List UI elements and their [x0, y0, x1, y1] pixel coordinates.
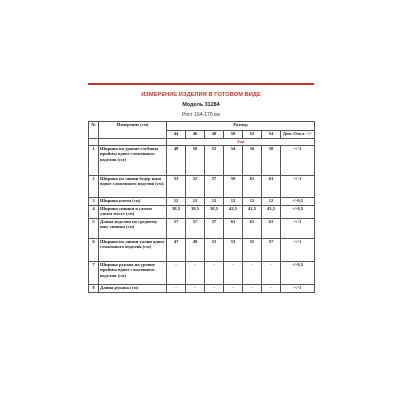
top-divider — [88, 83, 314, 85]
row-description: Ширина по линии бедер низа вдвое сложенного изделия (см) — [99, 176, 167, 198]
tolerance-value: +/-1 — [281, 239, 315, 262]
size-value: 12 — [167, 198, 186, 206]
size-value: 12 — [262, 198, 281, 206]
category-label: Топ — [167, 139, 315, 146]
size-value: 52 — [205, 146, 224, 176]
size-value: 49 — [186, 239, 205, 262]
header-tolerance: Доп. Откл. +/- — [281, 131, 315, 139]
tolerance-value: +/-1 — [281, 176, 315, 198]
row-number: 2 — [89, 176, 99, 198]
size-header: 54 — [262, 131, 281, 139]
size-value: 53 — [167, 176, 186, 198]
tolerance-value: +/-1 — [281, 146, 315, 176]
size-value: - — [205, 262, 224, 285]
table-row — [89, 239, 315, 262]
row-number: 4 — [89, 206, 99, 219]
size-value: 59 — [224, 176, 243, 198]
model-number: Модель 31284 — [182, 102, 220, 108]
table-row — [89, 198, 315, 206]
row-number: 5 — [89, 219, 99, 239]
table-row — [89, 206, 315, 219]
size-header: 48 — [205, 131, 224, 139]
size-value: 58 — [262, 146, 281, 176]
row-description: Ширина спинки в самом узком месте (см) — [99, 206, 167, 219]
size-value: - — [243, 285, 262, 293]
size-value: 43,5 — [224, 206, 243, 219]
size-value: - — [243, 262, 262, 285]
size-value: 63 — [262, 176, 281, 198]
row-description: Ширина рукава на уровне проймы вдвое сложенного изделия (см) — [99, 262, 167, 285]
tolerance-value: +/-0,5 — [281, 206, 315, 219]
size-value: 57 — [205, 176, 224, 198]
table-row — [89, 146, 315, 176]
size-value: - — [262, 285, 281, 293]
size-value: 12 — [186, 198, 205, 206]
row-description: Длина рукава (см) — [99, 285, 167, 293]
row-description: Длина изделия по среднему шву спинки (см) — [99, 219, 167, 239]
row-number: 8 — [89, 285, 99, 293]
size-value: - — [167, 285, 186, 293]
size-value: 55 — [186, 176, 205, 198]
table-row — [89, 285, 315, 293]
table-row — [89, 176, 315, 198]
size-value: 48 — [167, 146, 186, 176]
size-value: 51 — [205, 239, 224, 262]
size-value: 57 — [186, 219, 205, 239]
header-size: Размер — [167, 122, 315, 131]
size-value: 57 — [262, 239, 281, 262]
size-value: 12 — [205, 198, 224, 206]
measurements-table — [88, 121, 315, 293]
row-description: Ширина на уровне глубины проймы вдвое сложенного изделия (см) — [99, 146, 167, 176]
size-value: - — [224, 262, 243, 285]
size-header: 46 — [186, 131, 205, 139]
category-row — [89, 139, 315, 146]
size-value: 43,5 — [262, 206, 281, 219]
row-number: 3 — [89, 198, 99, 206]
size-value: 61 — [224, 219, 243, 239]
size-value: 12 — [224, 198, 243, 206]
tolerance-value: +/-1 — [281, 219, 315, 239]
header-number: № — [89, 122, 99, 139]
row-description: Ширина по линии талии вдвое сложенного изделия (см) — [99, 239, 167, 262]
size-value: 55 — [243, 239, 262, 262]
row-description: Ширина плеча (см) — [99, 198, 167, 206]
size-value: 56 — [243, 146, 262, 176]
size-header: 50 — [224, 131, 243, 139]
size-value: 47 — [167, 239, 186, 262]
size-header: 52 — [243, 131, 262, 139]
size-value: 57 — [205, 219, 224, 239]
header-measure: Измерение (см) — [99, 122, 167, 139]
size-value: 61 — [243, 219, 262, 239]
size-value: 43,5 — [243, 206, 262, 219]
size-value: 38,5 — [167, 206, 186, 219]
page-title: ИЗМЕРЕНИЕ ИЗДЕЛИЯ В ГОТОВОМ ВИДЕ — [141, 92, 261, 98]
size-value: 38,5 — [205, 206, 224, 219]
size-value: - — [186, 262, 205, 285]
size-value: 54 — [224, 146, 243, 176]
size-value: - — [205, 285, 224, 293]
size-value: 38,5 — [186, 206, 205, 219]
size-value: 53 — [224, 239, 243, 262]
size-value: 61 — [262, 219, 281, 239]
size-value: 50 — [186, 146, 205, 176]
tolerance-value: +/-0,5 — [281, 262, 315, 285]
row-number: 6 — [89, 239, 99, 262]
tolerance-value: +/-0,5 — [281, 198, 315, 206]
size-value: 61 — [243, 176, 262, 198]
tolerance-value: +/-1 — [281, 285, 315, 293]
row-number: 7 — [89, 262, 99, 285]
table-header-row — [89, 122, 315, 131]
size-header: 44 — [167, 131, 186, 139]
size-value: 57 — [167, 219, 186, 239]
size-value: - — [167, 262, 186, 285]
size-value: 12 — [243, 198, 262, 206]
size-value: - — [224, 285, 243, 293]
row-number: 1 — [89, 146, 99, 176]
size-value: - — [186, 285, 205, 293]
table-row — [89, 262, 315, 285]
table-row — [89, 219, 315, 239]
height-range: Рост 164-170 см — [182, 112, 220, 118]
size-value: - — [262, 262, 281, 285]
